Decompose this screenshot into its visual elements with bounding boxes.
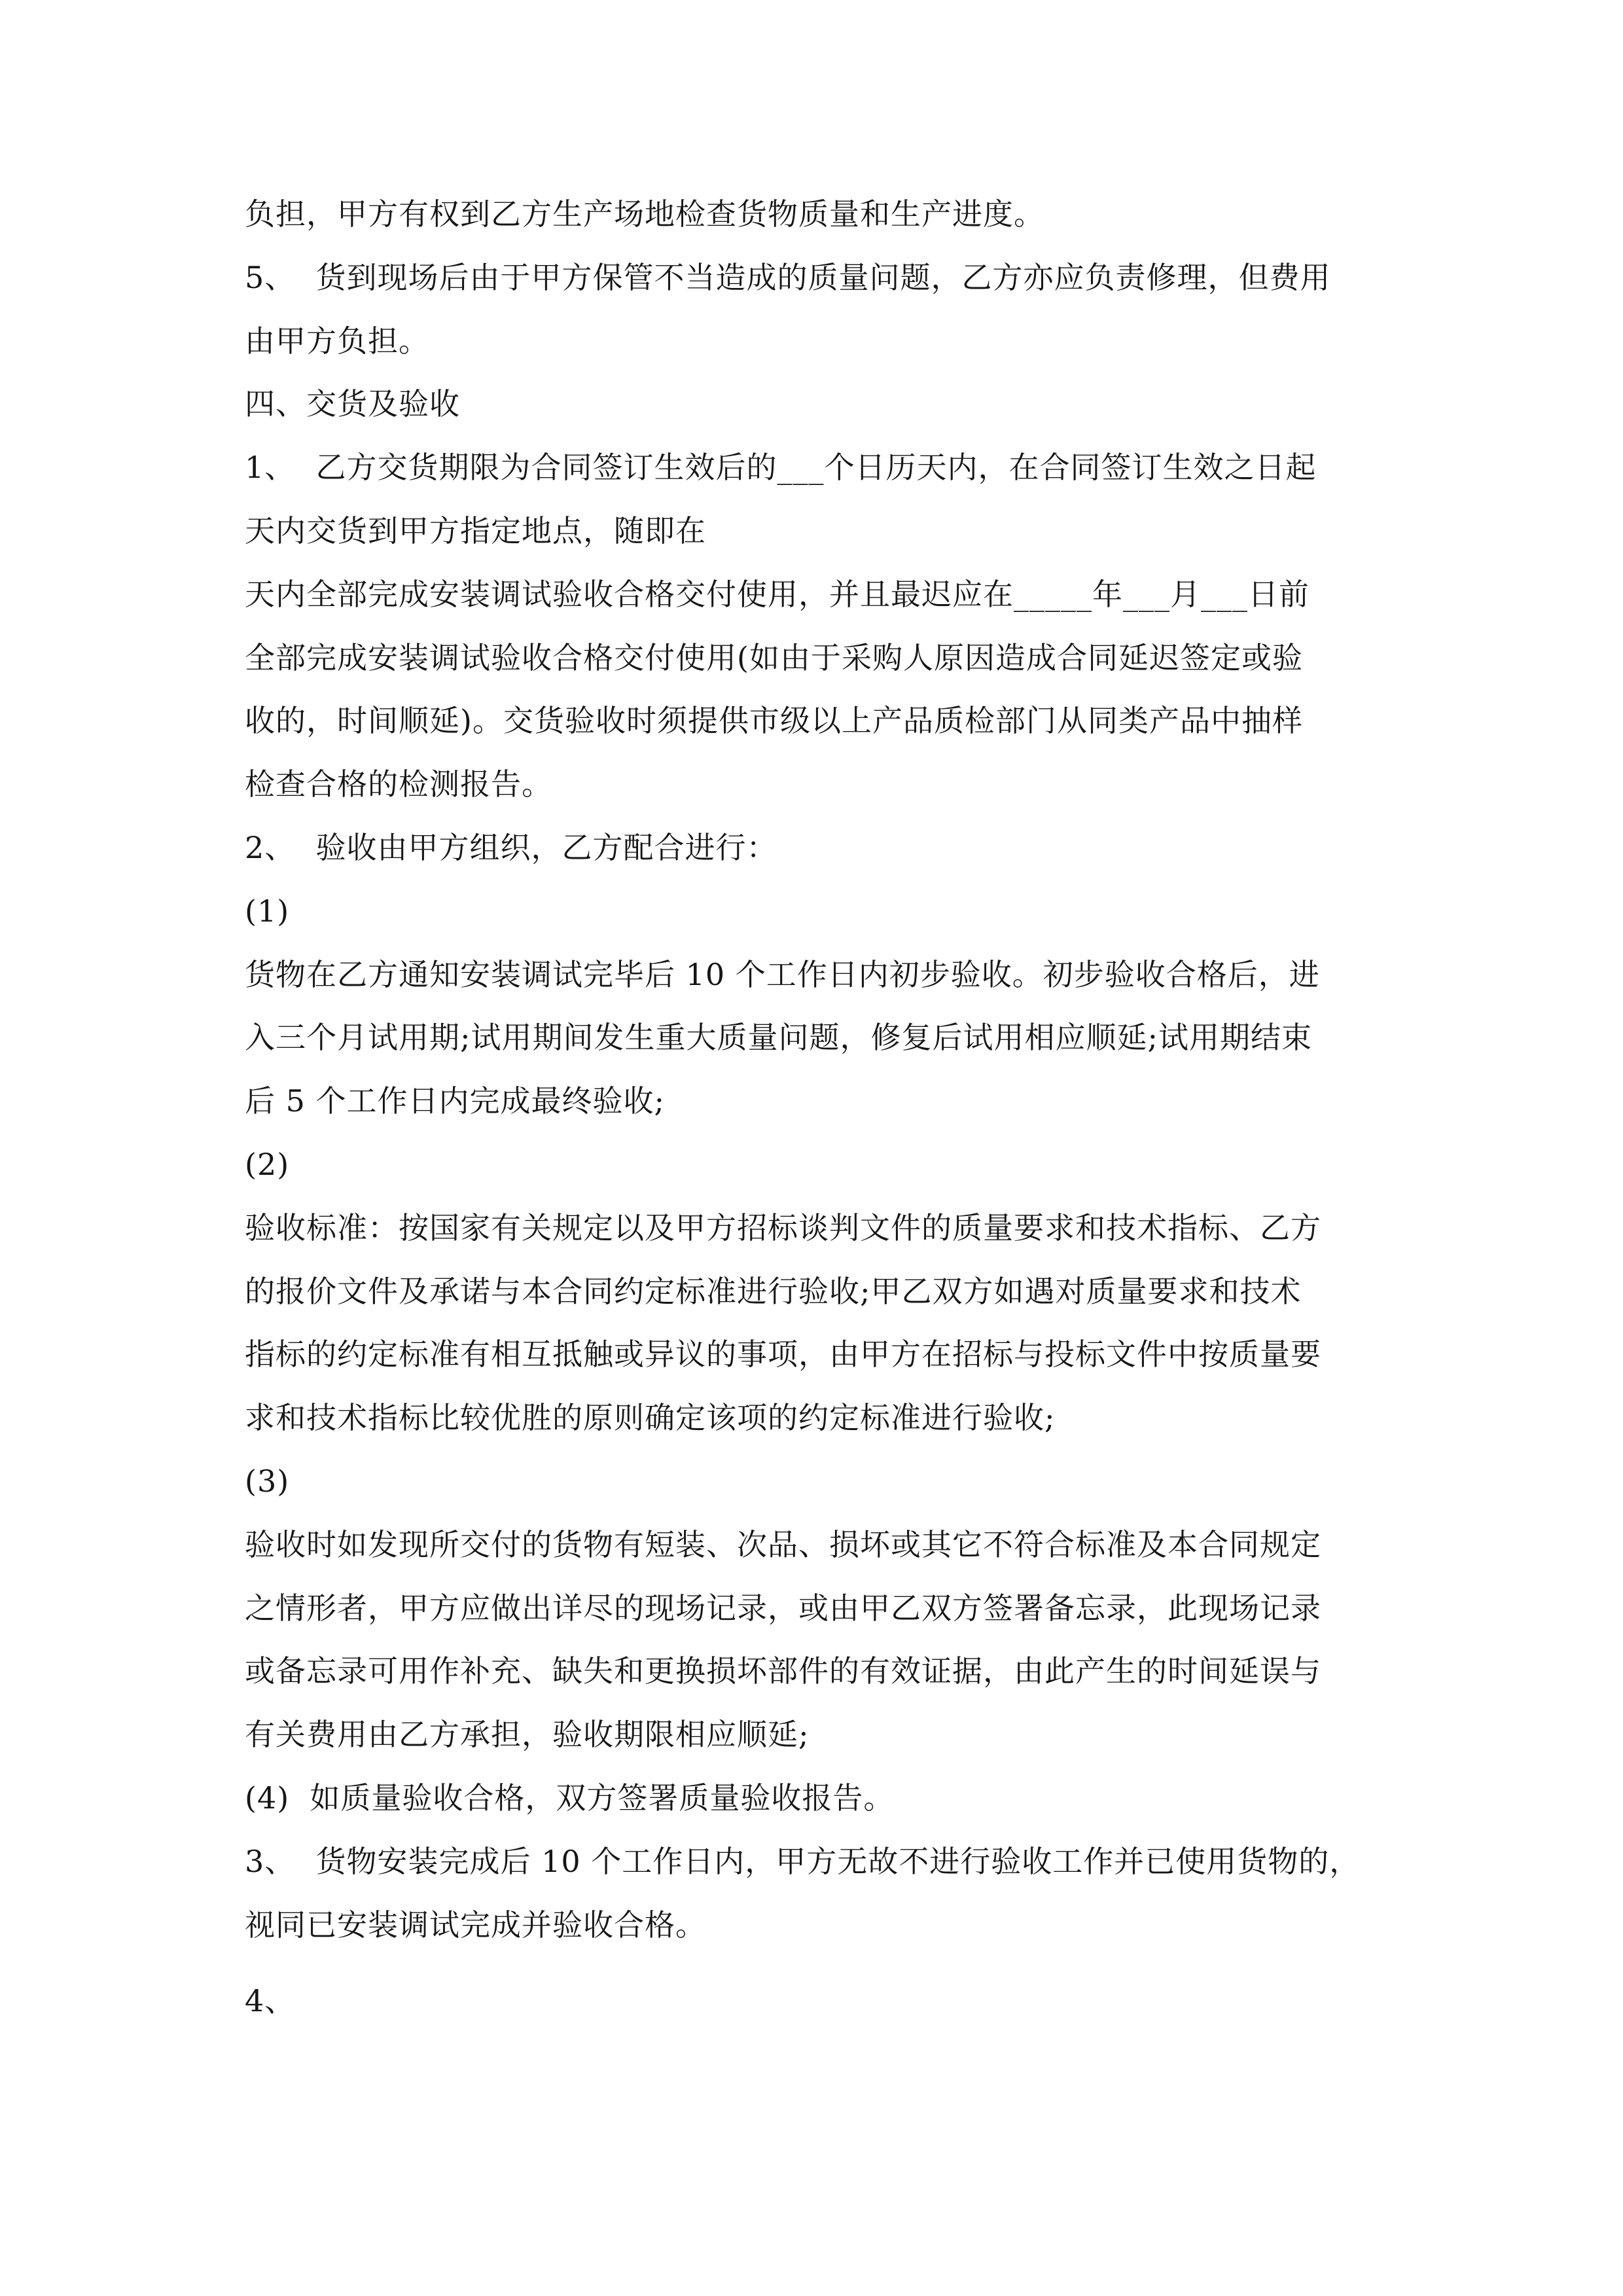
text-line: (1) — [245, 893, 290, 929]
text-line: 2、 验收由甲方组织，乙方配合进行： — [245, 830, 777, 865]
text-line: 天内交货到甲方指定地点，随即在 — [245, 513, 706, 548]
text-line: (2) — [245, 1147, 290, 1182]
text-line: 验收标准：按国家有关规定以及甲方招标谈判文件的质量要求和技术指标、乙方 — [245, 1210, 1321, 1246]
section-heading: 四、交货及验收 — [245, 386, 460, 422]
text-line: 4、 — [245, 1983, 296, 2018]
text-line: 入三个月试用期;试用期间发生重大质量问题，修复后试用相应顺延;试用期结束 — [245, 1020, 1312, 1055]
text-line: 5、 货到现场后由于甲方保管不当造成的质量问题，乙方亦应负责修理，但费用 — [245, 260, 1331, 295]
text-line: (3) — [245, 1463, 290, 1499]
text-line: 之情形者，甲方应做出详尽的现场记录，或由甲乙双方签署备忘录，此现场记录 — [245, 1590, 1321, 1626]
text-line: 收的，时间顺延)。交货验收时须提供市级以上产品质检部门从同类产品中抽样 — [245, 703, 1303, 738]
text-line: 求和技术指标比较优胜的原则确定该项的约定标准进行验收; — [245, 1400, 1056, 1435]
text-line: 1、 乙方交货期限为合同签订生效后的___个日历天内，在合同签订生效之日起 — [245, 450, 1317, 485]
text-line: 或备忘录可用作补充、缺失和更换损坏部件的有效证据，由此产生的时间延误与 — [245, 1653, 1321, 1689]
text-line: 的报价文件及承诺与本合同约定标准进行验收;甲乙双方如遇对质量要求和技术 — [245, 1274, 1302, 1309]
text-line: 验收时如发现所交付的货物有短装、次品、损坏或其它不符合标准及本合同规定 — [245, 1527, 1321, 1562]
text-line: 货物在乙方通知安装调试完毕后 10 个工作日内初步验收。初步验收合格后，进 — [245, 957, 1320, 992]
text-line: 有关费用由乙方承担，验收期限相应顺延; — [245, 1717, 810, 1752]
text-line: 后 5 个工作日内完成最终验收; — [245, 1083, 666, 1119]
text-line: 3、 货物安装完成后 10 个工作日内，甲方无故不进行验收工作并已使用货物的， — [245, 1844, 1361, 1879]
text-line: 全部完成安装调试验收合格交付使用(如由于采购人原因造成合同延迟签定或验 — [245, 640, 1303, 675]
text-line: (4) 如质量验收合格，双方签署质量验收报告。 — [245, 1780, 895, 1816]
text-line: 指标的约定标准有相互抵触或异议的事项，由甲方在招标与投标文件中按质量要 — [245, 1336, 1321, 1372]
text-line: 由甲方负担。 — [245, 323, 429, 359]
text-line: 检查合格的检测报告。 — [245, 766, 552, 802]
text-line: 负担，甲方有权到乙方生产场地检查货物质量和生产进度。 — [245, 196, 1044, 232]
text-line: 视同已安装调试完成并验收合格。 — [245, 1907, 706, 1943]
text-line: 天内全部完成安装调试验收合格交付使用，并且最迟应在_____年___月___日前 — [245, 577, 1310, 612]
